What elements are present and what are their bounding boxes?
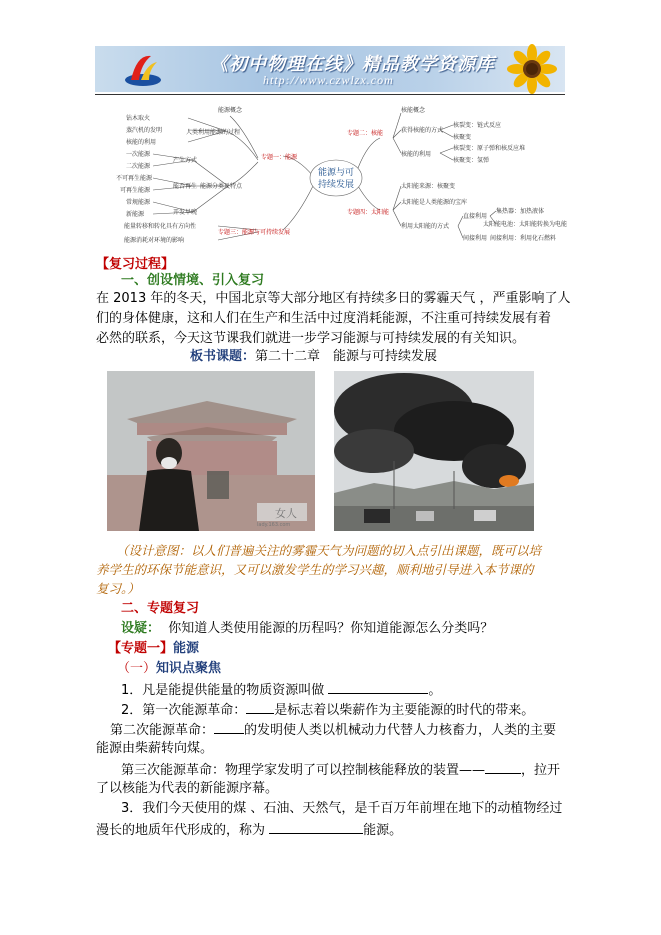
question-2-text: 2．第一次能源革命：: [121, 703, 247, 718]
question-3-text: 第二次能源革命：: [110, 723, 215, 738]
question-text: 你知道人类使用能源的历程吗？你知道能源怎么分类吗？: [168, 621, 494, 636]
question-1-text: 1．凡是能提供能量的物质资源叫做: [121, 683, 325, 698]
question-5-text: 漫长的地质年代形成的，称为: [96, 823, 266, 838]
mind-map-node: 利用太阳能的方式: [401, 223, 450, 230]
mind-map-node: 核能概念: [401, 107, 426, 114]
design-intent-line2: 养学生的环保节能意识，又可以激发学生的学习兴趣，顺利地引导进入本节课的: [96, 562, 534, 577]
question-5: 3．我们今天使用的煤 、石油、天然气，是千百万年前埋在地下的动植物经过: [121, 801, 563, 816]
mind-map-node: 获得核能的方式: [401, 127, 444, 134]
question-2: [121, 700, 534, 720]
mind-map-node: 常规能源: [126, 199, 151, 206]
answer-blank[interactable]: [214, 720, 244, 734]
intro-paragraph-line2: 们的身体健康，这和人们在生产和生活中过度消耗能源，不注重可持续发展有着: [96, 311, 552, 326]
mind-map-node: 核能的利用: [401, 151, 432, 158]
mind-map-node: 核聚变：氢弹: [453, 157, 490, 164]
board-title-label: 板书课题：: [190, 349, 256, 364]
answer-blank[interactable]: [485, 760, 521, 774]
photo-watermark-text: 女人: [275, 507, 297, 520]
mind-map-node: 不可再生能源: [116, 175, 153, 182]
mind-map-center-line1: 能源与可: [317, 168, 355, 178]
mind-map-diagram: [116, 98, 568, 256]
mind-map-node: 钻木取火: [126, 115, 151, 122]
mind-map-node: 新能源: [126, 211, 145, 218]
factory-smoke-photo: [334, 371, 534, 531]
review-process-heading: 【复习过程】: [96, 257, 175, 272]
site-logo-icon: [123, 50, 163, 88]
mind-map-node: 直接利用: [463, 213, 488, 220]
photo-watermark-site: lady.163.com: [257, 522, 291, 528]
section-one-heading: 一、创设情境、引入复习: [121, 273, 265, 288]
sunflower-icon: [500, 46, 565, 92]
answer-blank[interactable]: [269, 820, 363, 834]
design-intent-line1: （设计意图：以人们普遍关注的雾霾天气为问题的切入点引出课题，既可以培: [116, 543, 542, 558]
question-5-end: 能源。: [363, 823, 403, 838]
board-title-text: 第二十二章 能源与可持续发展: [255, 349, 438, 364]
question-3-line2: 能源由柴薪转向煤。: [96, 741, 214, 756]
mind-map-node: 一次能源: [126, 151, 151, 158]
mind-map-topic2: 专题二：核能: [347, 130, 384, 137]
mind-map-topic3: 专题三：能源与可持续发展: [218, 229, 291, 236]
question-5-line2: [96, 820, 402, 840]
mind-map-node: 人类利用能源的过程: [186, 129, 241, 136]
question-4-line2: 了以核能为代表的新能源序幕。: [96, 781, 279, 796]
mind-map-node: 核能的利用: [126, 139, 157, 146]
mind-map-node: 太阳能是人类能源的宝库: [401, 199, 468, 206]
mind-map-topic4: 专题四：太阳能: [347, 209, 390, 216]
mind-map-node: 能源分类及特点: [200, 183, 243, 190]
intro-paragraph-line1: 在 2013 年的冬天，中国北京等大部分地区有持续多日的雾霾天气 ，严重影响了人: [96, 291, 571, 306]
question-2-end: 是标志着以柴薪作为主要能源的时代的带来。: [274, 703, 535, 718]
mind-map-node: 能源概念: [218, 107, 243, 114]
mind-map-node: 太阳能电池：太阳能转换为电能: [483, 221, 568, 228]
topic-one-label: 【专题一】: [108, 641, 174, 656]
header-rule: [95, 94, 565, 95]
question-4: [121, 760, 560, 780]
question-1-end: 。: [428, 683, 442, 698]
mind-map-node: 二次能源: [126, 163, 151, 170]
header-banner: [95, 46, 565, 92]
smog-tiananmen-illustration: [107, 371, 315, 531]
mind-map-node: 间接利用：利用化石燃料: [490, 235, 557, 242]
question-1: [121, 680, 441, 700]
mind-map-node: 能量转移和转化具有方向性: [124, 223, 197, 230]
mind-map-node: 产生方式: [173, 157, 198, 164]
mind-map-node: 核裂变：原子弹和核反应堆: [453, 145, 526, 152]
question-label: 设疑：: [121, 621, 161, 636]
mind-map-node: 间接利用: [463, 235, 488, 242]
mind-map-node: 能源消耗对环境的影响: [124, 237, 185, 244]
mind-map-node: 蒸汽机的发明: [126, 127, 163, 134]
banner-url: http://www.czwlzx.com: [263, 73, 394, 87]
mind-map-center-line2: 持续发展: [317, 180, 355, 190]
banner-title: 《初中物理在线》精品教学资源库: [210, 54, 495, 75]
mind-map-topic1: 专题一：能源: [261, 154, 298, 161]
mind-map-node: 集热器：加热液体: [496, 208, 545, 215]
knowledge-focus-text: 知识点聚焦: [156, 661, 222, 676]
topic-one-text: 能源: [173, 641, 200, 656]
design-intent-line3: 复习。）: [96, 581, 140, 596]
factory-smoke-illustration: [334, 371, 534, 531]
mind-map-node: 开发早晚: [173, 209, 198, 216]
question-line: [121, 620, 493, 638]
board-title-line: [190, 348, 437, 366]
mind-map-node: 太阳能来源：核聚变: [401, 183, 456, 190]
mind-map-node: 能否再生: [173, 183, 198, 190]
answer-blank[interactable]: [246, 700, 274, 714]
question-4-mid: ，拉开: [521, 763, 561, 778]
answer-blank[interactable]: [328, 680, 428, 694]
intro-paragraph-line3: 必然的联系，今天这节课我们就进一步学习能源与可持续发展的有关知识。: [96, 331, 526, 346]
question-3-mid: 的发明使人类以机械动力代替人力核畜力，人类的主要: [244, 723, 557, 738]
topic-one-heading: [108, 640, 199, 658]
knowledge-focus-heading: [117, 660, 221, 678]
mind-map-node: 核聚变: [453, 134, 472, 141]
question-4-text: 第三次能源革命：物理学家发明了可以控制核能释放的装置——: [121, 763, 486, 778]
question-3: [110, 720, 556, 740]
knowledge-focus-label: （一）: [117, 661, 157, 676]
mind-map-node: 可再生能源: [120, 187, 151, 194]
section-two-heading: 二、专题复习: [121, 601, 200, 616]
mind-map-node: 核裂变：链式反应: [453, 122, 502, 129]
smog-tiananmen-photo: [107, 371, 315, 531]
